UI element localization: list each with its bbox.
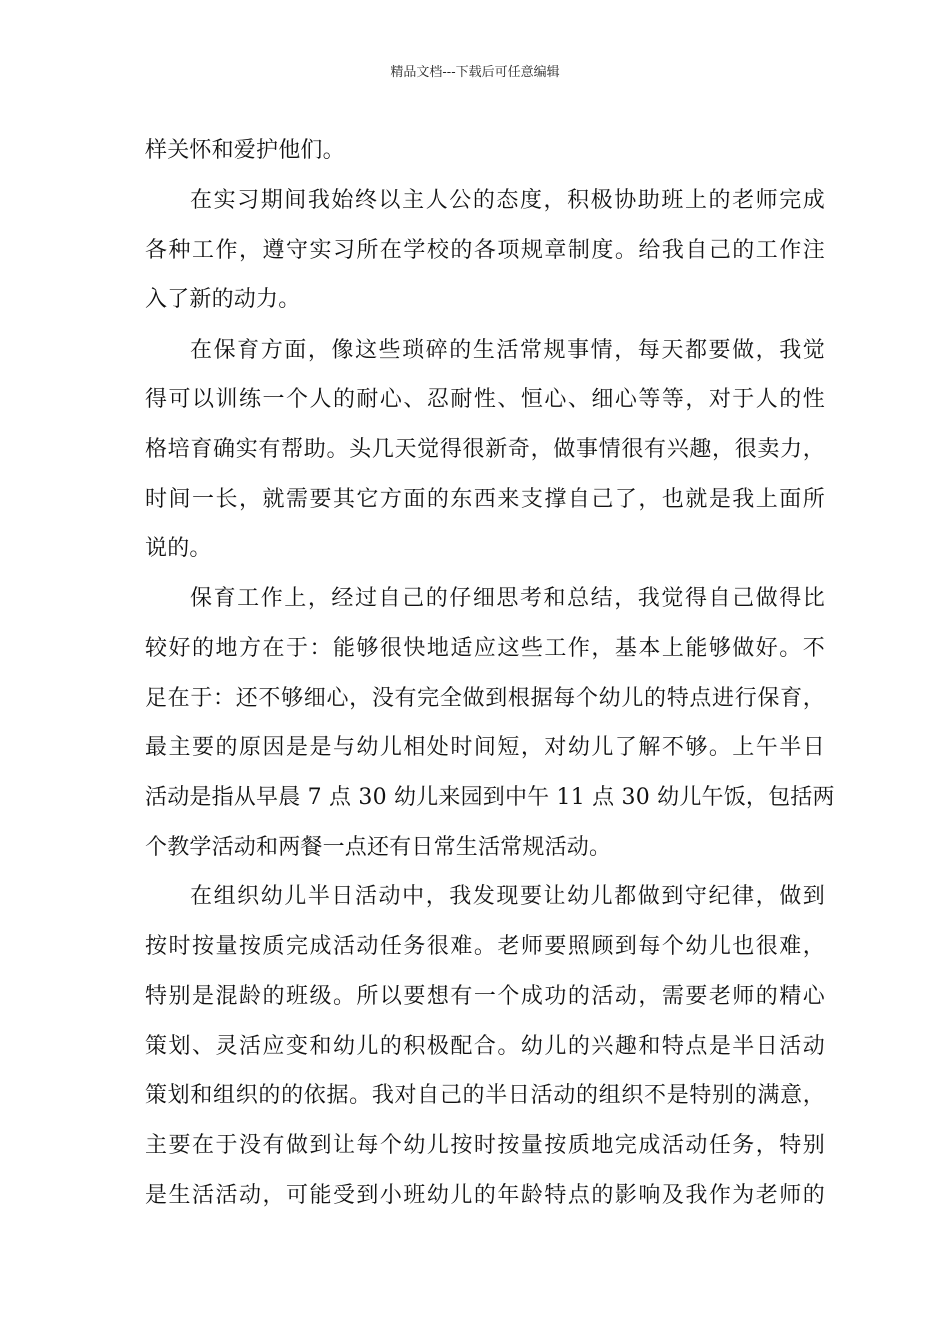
text-line: 活动是指从早晨 7 点 30 幼儿来园到中午 11 点 30 幼儿午饭，包括两 <box>145 785 835 810</box>
text-line: 是生活活动，可能受到小班幼儿的年龄特点的影响及我作为老师的 <box>145 1183 825 1208</box>
text-line: 格培育确实有帮助。头几天觉得很新奇，做事情很有兴趣，很卖力， <box>145 437 825 462</box>
text-line: 得可以训练一个人的耐心、忍耐性、恒心、细心等等，对于人的性 <box>145 387 825 412</box>
text-line: 较好的地方在于：能够很快地适应这些工作，基本上能够做好。不 <box>145 636 825 661</box>
text-line: 时间一长，就需要其它方面的东西来支撑自己了，也就是我上面所 <box>145 487 825 512</box>
text-line: 个教学活动和两餐一点还有日常生活常规活动。 <box>145 835 612 860</box>
text-line: 按时按量按质完成活动任务很难。老师要照顾到每个幼儿也很难， <box>145 934 825 959</box>
page-header: 精品文档---下载后可任意编辑 <box>390 65 560 80</box>
text-line: 保育工作上，经过自己的仔细思考和总结，我觉得自己做得比 <box>190 586 825 611</box>
text-line: 足在于：还不够细心，没有完全做到根据每个幼儿的特点进行保育， <box>145 686 825 711</box>
text-line: 策划和组织的的依据。我对自己的半日活动的组织不是特别的满意， <box>145 1083 825 1108</box>
text-line: 在组织幼儿半日活动中，我发现要让幼儿都做到守纪律，做到 <box>190 884 825 909</box>
text-line: 策划、灵活应变和幼儿的积极配合。幼儿的兴趣和特点是半日活动 <box>145 1034 825 1059</box>
text-line: 最主要的原因是是与幼儿相处时间短，对幼儿了解不够。上午半日 <box>145 735 825 760</box>
text-line: 说的。 <box>145 536 212 561</box>
text-line: 特别是混龄的班级。所以要想有一个成功的活动，需要老师的精心 <box>145 984 825 1009</box>
text-line: 在实习期间我始终以主人公的态度，积极协助班上的老师完成 <box>190 188 825 213</box>
text-line: 在保育方面，像这些琐碎的生活常规事情，每天都要做，我觉 <box>190 338 825 363</box>
text-line: 样关怀和爱护他们。 <box>145 138 345 163</box>
text-line: 主要在于没有做到让每个幼儿按时按量按质地完成活动任务，特别 <box>145 1133 825 1158</box>
text-line: 各种工作，遵守实习所在学校的各项规章制度。给我自己的工作注 <box>145 238 825 263</box>
text-line: 入了新的动力。 <box>145 287 301 312</box>
